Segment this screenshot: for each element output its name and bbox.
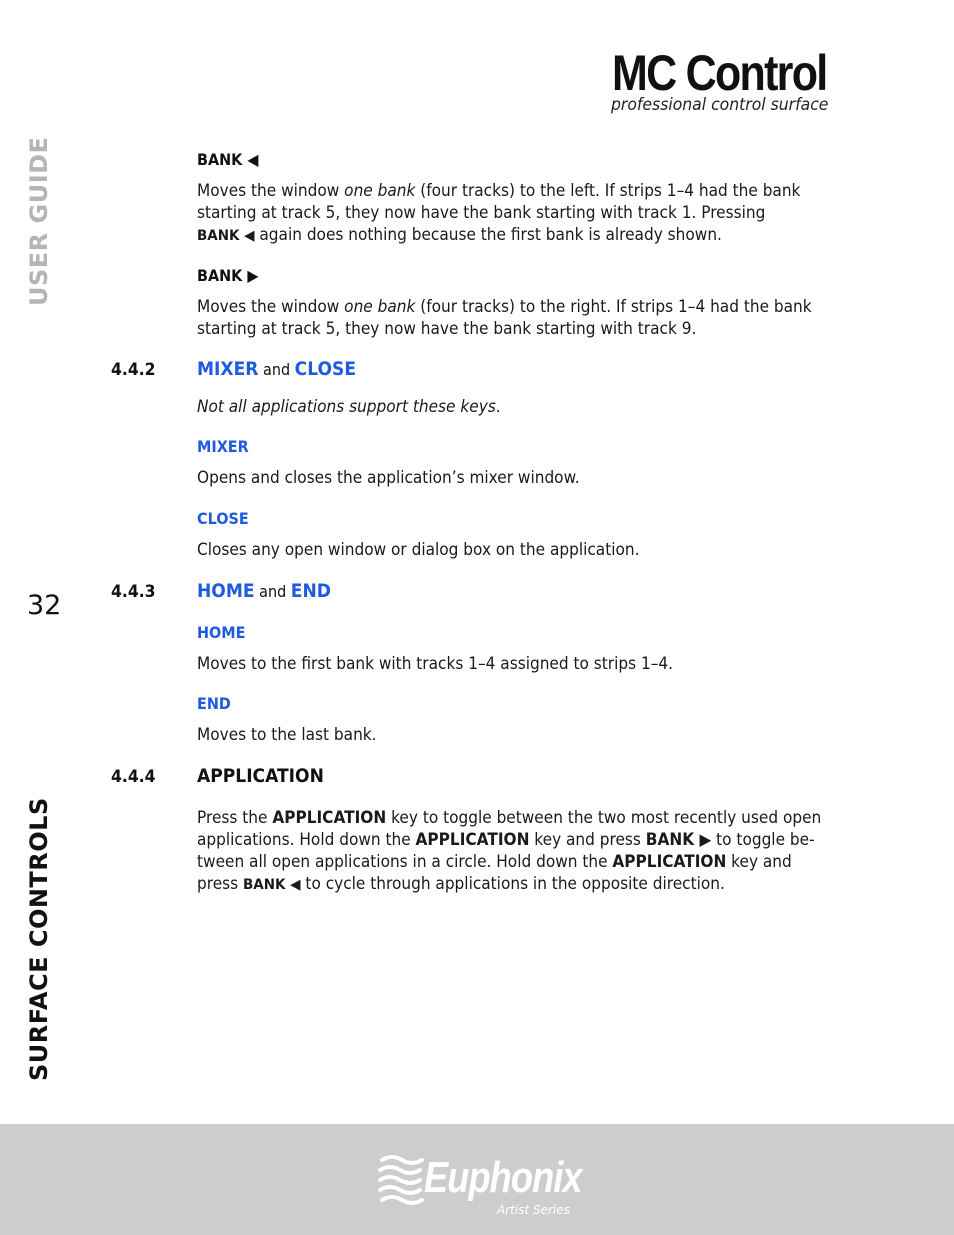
product-logo-subtitle: professional control surface: [611, 95, 829, 115]
bank-left-label: BANK ◀: [197, 150, 259, 169]
close-label: CLOSE: [197, 509, 249, 528]
page-number: 32: [27, 590, 62, 621]
home-description: Moves to the first bank with tracks 1–4 assigned to strips 1–4.: [197, 654, 674, 673]
home-label: HOME: [197, 623, 246, 642]
section-heading-home-end: HOME and END: [197, 580, 332, 602]
side-label-section: SURFACE CONTROLS: [25, 797, 53, 1081]
footer-brand-subtitle: Artist Series: [497, 1203, 570, 1217]
bank-right-paragraph: Moves the window one bank (four tracks) to the right. If strips 1–4 had the bank starting at track 5, they now have the bank starting with track 9.: [197, 297, 812, 338]
side-label-user-guide: USER GUIDE: [25, 136, 53, 306]
end-description: Moves to the last bank.: [197, 725, 377, 744]
mixer-label: MIXER: [197, 437, 249, 456]
section-heading-application: APPLICATION: [197, 765, 324, 787]
end-label: END: [197, 694, 231, 713]
mixer-description: Opens and closes the application’s mixer window.: [197, 468, 580, 487]
section-number-4-4-3: 4.4.3: [111, 582, 156, 602]
bank-right-label: BANK ▶: [197, 266, 259, 285]
section-note: Not all applications support these keys.: [197, 397, 501, 416]
footer-brand-logo: Euphonix: [424, 1153, 582, 1202]
section-number-4-4-4: 4.4.4: [111, 767, 156, 787]
section-heading-mixer-close: MIXER and CLOSE: [197, 358, 357, 380]
product-logo-title: MC Control: [612, 45, 827, 101]
close-description: Closes any open window or dialog box on the application.: [197, 540, 640, 559]
bank-left-paragraph: Moves the window one bank (four tracks) to the left. If strips 1–4 had the bank starting at track 5, they now have the bank starting with track 1. Pressing BANK ◀ again does nothing because the first bank is already shown.: [197, 181, 801, 244]
section-number-4-4-2: 4.4.2: [111, 360, 156, 380]
application-paragraph: Press the APPLICATION key to toggle between the two most recently used open applications. Hold down the APPLICATION key and press BANK ▶ to toggle be- tween all open applications in a circle. Hold down the APPLICATION key and press BANK ◀ to cycle through applications in the opposite direction.: [197, 808, 822, 893]
